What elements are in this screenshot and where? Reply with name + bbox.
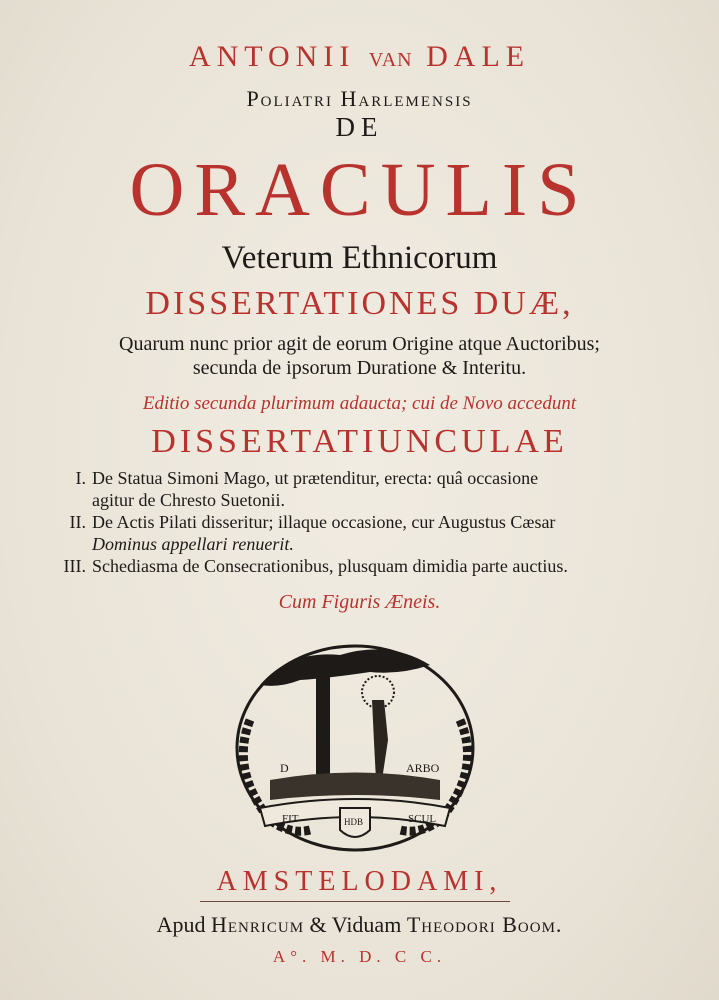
device-left-label: D xyxy=(280,761,289,775)
list-item xyxy=(48,511,678,555)
list-item xyxy=(48,555,678,577)
publisher-last: Theodori Boom. xyxy=(406,912,563,937)
shield-monogram: HDB xyxy=(344,817,364,827)
item-text: De Actis Pilati disseritur; illaque occasione, cur Augustus Cæsar xyxy=(92,512,556,532)
description-line-1: Quarum nunc prior agit de eorum Origine atque Auctoribus; xyxy=(119,333,600,355)
banner-right-motto: SCUL xyxy=(408,813,437,825)
dissertatiunculae-heading: DISSERTATIUNCULAE xyxy=(151,423,568,460)
item-text: Schediasma de Consecrationibus, plusquam dimidia parte auctius. xyxy=(92,556,568,576)
tree-canopy xyxy=(260,649,430,685)
imprint-publisher xyxy=(0,912,719,938)
item-continuation: agitur de Chresto Suetonii. xyxy=(92,490,285,510)
printer-device-engraving xyxy=(220,630,490,858)
item-number: I. xyxy=(75,468,86,488)
author-line xyxy=(0,40,719,74)
edition-note: Editio secunda plurimum adaucta; cui de Novo accedunt xyxy=(142,393,577,414)
figures-note: Cum Figuris Æneis. xyxy=(278,591,441,613)
tree-trunk xyxy=(316,675,330,785)
list-item xyxy=(48,467,678,511)
main-title: ORACULIS xyxy=(129,148,590,232)
author-last-name: DALE xyxy=(426,40,531,73)
banner-left-motto: FIT xyxy=(282,813,299,825)
author-particle: VAN xyxy=(368,49,413,71)
item-text: De Statua Simoni Mago, ut prætenditur, erecta: quâ occasione xyxy=(92,468,539,488)
publisher-prefix: Apud xyxy=(156,912,206,937)
standing-figure xyxy=(372,700,388,780)
item-number: III. xyxy=(63,556,86,576)
author-first-name: ANTONII xyxy=(188,40,356,73)
dissertationes-heading: DISSERTATIONES DUÆ, xyxy=(145,285,574,322)
imprint-city: AMSTELODAMI, xyxy=(216,866,503,897)
description-line-2: secunda de ipsorum Duratione & Interitu. xyxy=(192,357,527,379)
imprint-rule xyxy=(200,901,510,902)
device-right-label: ARBO xyxy=(406,761,440,775)
publisher-name: Henricum xyxy=(210,912,305,937)
imprint-date: A°. M. D. C C. xyxy=(272,947,447,966)
author-title: Poliatri Harlemensis xyxy=(246,86,473,111)
item-continuation: Dominus appellari renuerit. xyxy=(92,534,294,554)
landscape-ground xyxy=(270,773,440,801)
contents-list xyxy=(48,467,678,577)
title-preposition: DE xyxy=(335,112,384,142)
subtitle: Veterum Ethnicorum xyxy=(221,240,498,276)
item-number: II. xyxy=(69,512,86,532)
publisher-connector: & Viduam xyxy=(309,912,402,937)
